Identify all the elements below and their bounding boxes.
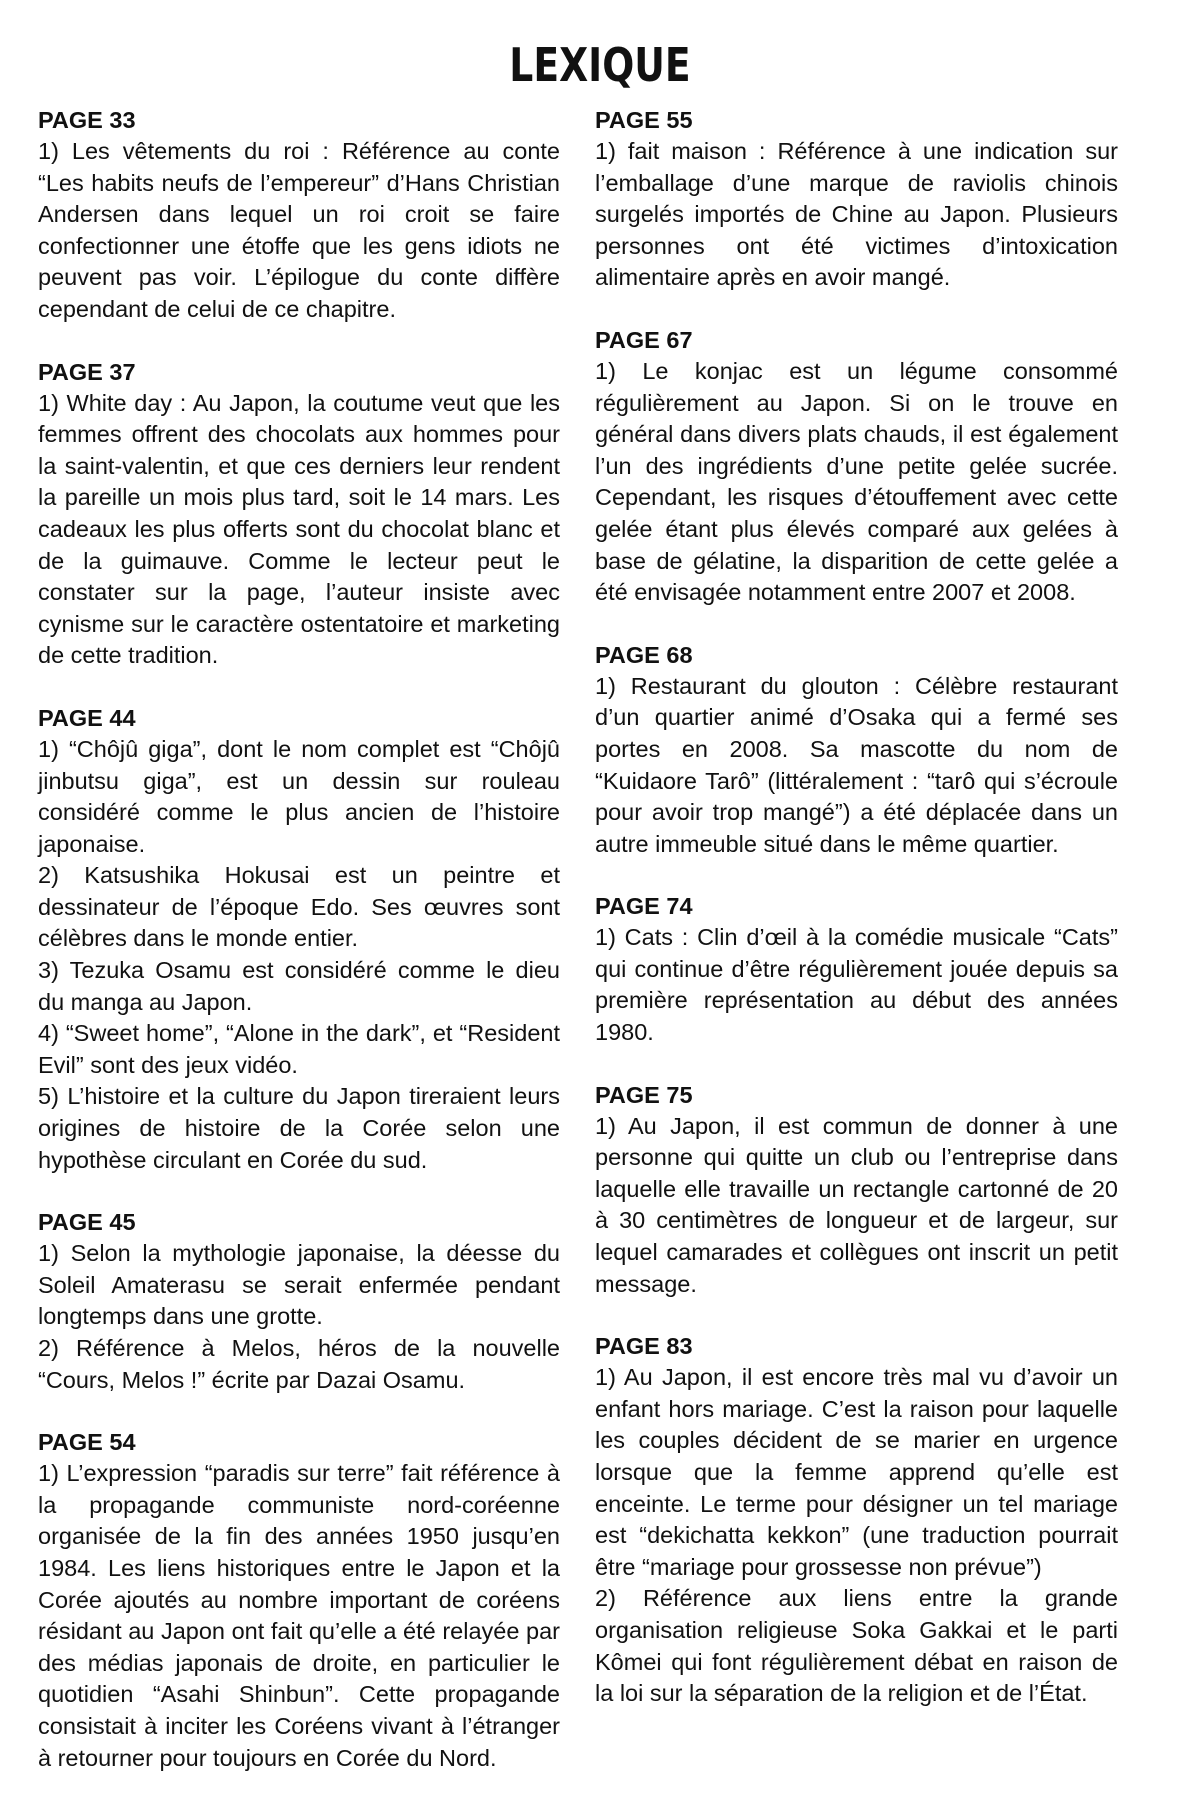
left-column xyxy=(38,104,560,1804)
entry-text: 1) Le konjac est un légume consommé régulièrement au Japon. Si on le trouve en général dans divers plats chauds, il est également l’un des ingrédients d’une petite gelée sucrée. Cependant, les risques d’étouffement avec cette gelée étant plus élevés comparé aux gelées à base de gélatine, la disparition de cette gelée a été envisagée notamment entre 2007 et 2008. xyxy=(595,357,1118,606)
section-page-83 xyxy=(595,1330,1118,1710)
section-page-67 xyxy=(595,324,1118,609)
entry-text: 2) Référence à Melos, héros de la nouvelle “Cours, Melos !” écrite par Dazai Osamu. xyxy=(38,1335,560,1393)
section-heading: PAGE 68 xyxy=(595,641,693,668)
section-heading: PAGE 67 xyxy=(595,326,693,353)
section-page-55 xyxy=(595,104,1118,294)
entry-text: 1) Les vêtements du roi : Référence au conte “Les habits neufs de l’empereur” d’Hans Christian Andersen dans lequel un roi croit se faire confectionner une étoffe que les gens idiots ne peuvent pas voir. L’épilogue du conte diffère cependant de celui de ce chapitre. xyxy=(38,138,560,322)
entry-text: 1) Au Japon, il est encore très mal vu d’avoir un enfant hors mariage. C’est la raison pour laquelle les couples décident de se marier en urgence lorsque que la femme apprend qu’elle est enceinte. Le terme pour désigner un tel mariage est “dekichatta kekkon” (une traduction pourrait être “mariage pour grossesse non prévue”) xyxy=(595,1364,1118,1580)
section-page-75 xyxy=(595,1079,1118,1301)
page-title: LEXIQUE xyxy=(509,38,691,92)
section-page-44 xyxy=(38,702,560,1176)
entry-text: 1) “Chôjû giga”, dont le nom complet est “Chôjû jinbutsu giga”, est un dessin sur rouleau considéré comme le plus ancien de l’histoire japonaise. xyxy=(38,735,560,857)
section-page-45 xyxy=(38,1206,560,1396)
section-page-54 xyxy=(38,1426,560,1774)
entry-text: 3) Tezuka Osamu est considéré comme le dieu du manga au Japon. xyxy=(38,957,560,1015)
right-column xyxy=(595,104,1118,1740)
entry-text: 1) Cats : Clin d’œil à la comédie musicale “Cats” qui continue d’être régulièrement jouée depuis sa première représentation au début des années 1980. xyxy=(595,924,1118,1046)
section-heading: PAGE 44 xyxy=(38,704,136,731)
section-heading: PAGE 33 xyxy=(38,107,136,133)
section-heading: PAGE 37 xyxy=(38,358,136,385)
entry-text: 1) Au Japon, il est commun de donner à une personne qui quitte un club ou l’entreprise dans laquelle elle travaille un rectangle cartonné de 20 à 30 centimètres de longueur et de largeur, sur lequel camarades et collègues ont inscrit un petit message. xyxy=(595,1112,1118,1297)
section-heading: PAGE 75 xyxy=(595,1081,693,1108)
section-page-68 xyxy=(595,639,1118,861)
entry-text: 2) Katsushika Hokusai est un peintre et dessinateur de l’époque Edo. Ses œuvres sont célèbres dans le monde entier. xyxy=(38,862,560,952)
section-heading: PAGE 45 xyxy=(38,1209,136,1236)
section-page-37 xyxy=(38,356,560,672)
entry-text: 1) Selon la mythologie japonaise, la déesse du Soleil Amaterasu se serait enfermée pendant longtemps dans une grotte. xyxy=(38,1240,560,1330)
entry-text: 2) Référence aux liens entre la grande organisation religieuse Soka Gakkai et le parti Kômei qui font régulièrement débat en raison de la loi sur la séparation de la religion et de l’État. xyxy=(595,1585,1118,1707)
section-page-33 xyxy=(38,104,560,326)
entry-text: 1) L’expression “paradis sur terre” fait référence à la propagande communiste nord-coréenne organisée de la fin des années 1950 jusqu’en 1984. Les liens historiques entre le Japon et la Corée ajoutés au nombre important de coréens résidant au Japon ont fait qu’elle a été relayée par des médias japonais de droite, en particulier le quotidien “Asahi Shinbun”. Cette propagande consistait à inciter les Coréens vivant à l’étranger à retourner pour toujours en Corée du Nord. xyxy=(38,1460,560,1771)
entry-text: 1) Restaurant du glouton : Célèbre restaurant d’un quartier animé d’Osaka qui a fermé ses portes en 2008. Sa mascotte du nom de “Kuidaore Tarô” (littéralement : “tarô qui s’écroule pour avoir trop mangé”) a été déplacée dans un autre immeuble situé dans le même quartier. xyxy=(595,672,1118,857)
entry-text: 1) fait maison : Référence à une indication sur l’emballage d’une marque de raviolis chinois surgelés importés de Chine au Japon. Plusieurs personnes ont été victimes d’intoxication alimentaire après en avoir mangé. xyxy=(595,138,1118,291)
section-heading: PAGE 74 xyxy=(595,893,693,920)
entry-text: 1) White day : Au Japon, la coutume veut que les femmes offrent des chocolats aux hommes pour la saint-valentin, et que ces derniers leur rendent la pareille un mois plus tard, soit le 14 mars. Les cadeaux les plus offerts sont du chocolat blanc et de la guimauve. Comme le lecteur peut le constater sur la page, l’auteur insiste avec cynisme sur le caractère ostentatoire et marketing de cette tradition. xyxy=(38,389,560,669)
entry-text: 4) “Sweet home”, “Alone in the dark”, et “Resident Evil” sont des jeux vidéo. xyxy=(38,1020,560,1078)
section-heading: PAGE 54 xyxy=(38,1429,136,1456)
section-heading: PAGE 83 xyxy=(595,1333,693,1360)
section-page-74 xyxy=(595,890,1118,1048)
section-heading: PAGE 55 xyxy=(595,107,693,133)
entry-text: 5) L’histoire et la culture du Japon tireraient leurs origines de histoire de la Corée selon une hypothèse circulant en Corée du sud. xyxy=(38,1083,560,1173)
